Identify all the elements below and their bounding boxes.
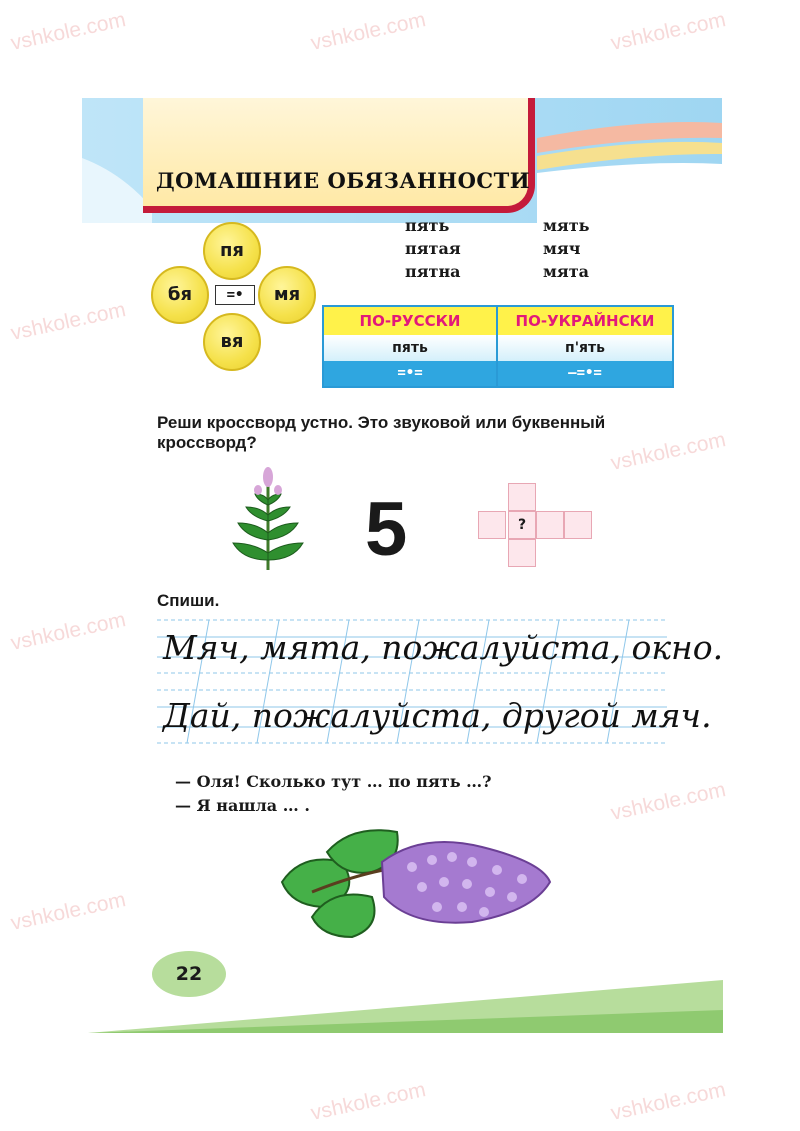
watermark: vshkole.com [608, 8, 728, 55]
dialog-line: — Оля! Сколько тут … по пять …? [175, 772, 492, 791]
word-ukrainian: п'ять [498, 335, 672, 361]
crossword-cell [478, 511, 506, 539]
word: мята [543, 262, 589, 281]
copy-line-1: Мяч, мята, пожалуйста, окно. [163, 628, 724, 667]
crossword-cell-question: ? [508, 511, 536, 539]
word-russian: пять [324, 335, 496, 361]
watermark: vshkole.com [608, 428, 728, 475]
word-column-right [543, 214, 590, 283]
header-russian: ПО-РУССКИ [324, 307, 496, 335]
scheme-russian: =•= [397, 365, 423, 381]
syllable-bottom: вя [203, 313, 261, 371]
footer-band [88, 975, 723, 1035]
dialog [175, 770, 492, 818]
word: пять [405, 216, 450, 235]
title-panel [143, 98, 535, 213]
task-copy: Спиши. [157, 591, 220, 610]
word-column-left [405, 214, 461, 283]
scheme-cell-ukrainian [498, 361, 672, 386]
crossword-cell [508, 483, 536, 511]
watermark: vshkole.com [8, 888, 128, 935]
dialog-line: — Я нашла … . [175, 796, 310, 815]
mint-plant-icon [228, 465, 308, 575]
crossword-cell [508, 539, 536, 567]
word: пятая [405, 239, 461, 258]
watermark: vshkole.com [608, 778, 728, 825]
crossword-cell [564, 511, 592, 539]
page-title: ДОМАШНИЕ ОБЯЗАННОСТИ [156, 168, 531, 193]
copy-line-2: Дай, пожалуйста, другой мяч. [163, 696, 712, 735]
word: пятна [405, 262, 461, 281]
translation-table [322, 305, 674, 388]
number-five: 5 [365, 487, 408, 572]
header-ukrainian: ПО-УКРАЙНСКИ [498, 307, 672, 335]
watermark: vshkole.com [8, 298, 128, 345]
table-divider [496, 307, 498, 386]
watermark: vshkole.com [8, 608, 128, 655]
syllable-top: пя [203, 222, 261, 280]
lilac-branch-icon [272, 822, 557, 942]
task-crossword: Реши кроссворд устно. Это звуковой или буквенный кроссворд? [157, 413, 606, 452]
scheme-ukrainian: –=•= [568, 365, 602, 381]
scheme-cell-russian [324, 361, 496, 386]
watermark: vshkole.com [608, 1078, 728, 1125]
watermark: vshkole.com [308, 1078, 428, 1125]
syllable-left: бя [151, 266, 209, 324]
watermark: vshkole.com [8, 8, 128, 55]
word: мять [543, 216, 590, 235]
word: мяч [543, 239, 581, 258]
page-number: 22 [152, 951, 226, 997]
syllable-right: мя [258, 266, 316, 324]
crossword-cell [536, 511, 564, 539]
watermark: vshkole.com [308, 8, 428, 55]
sound-scheme: =• [215, 285, 255, 305]
